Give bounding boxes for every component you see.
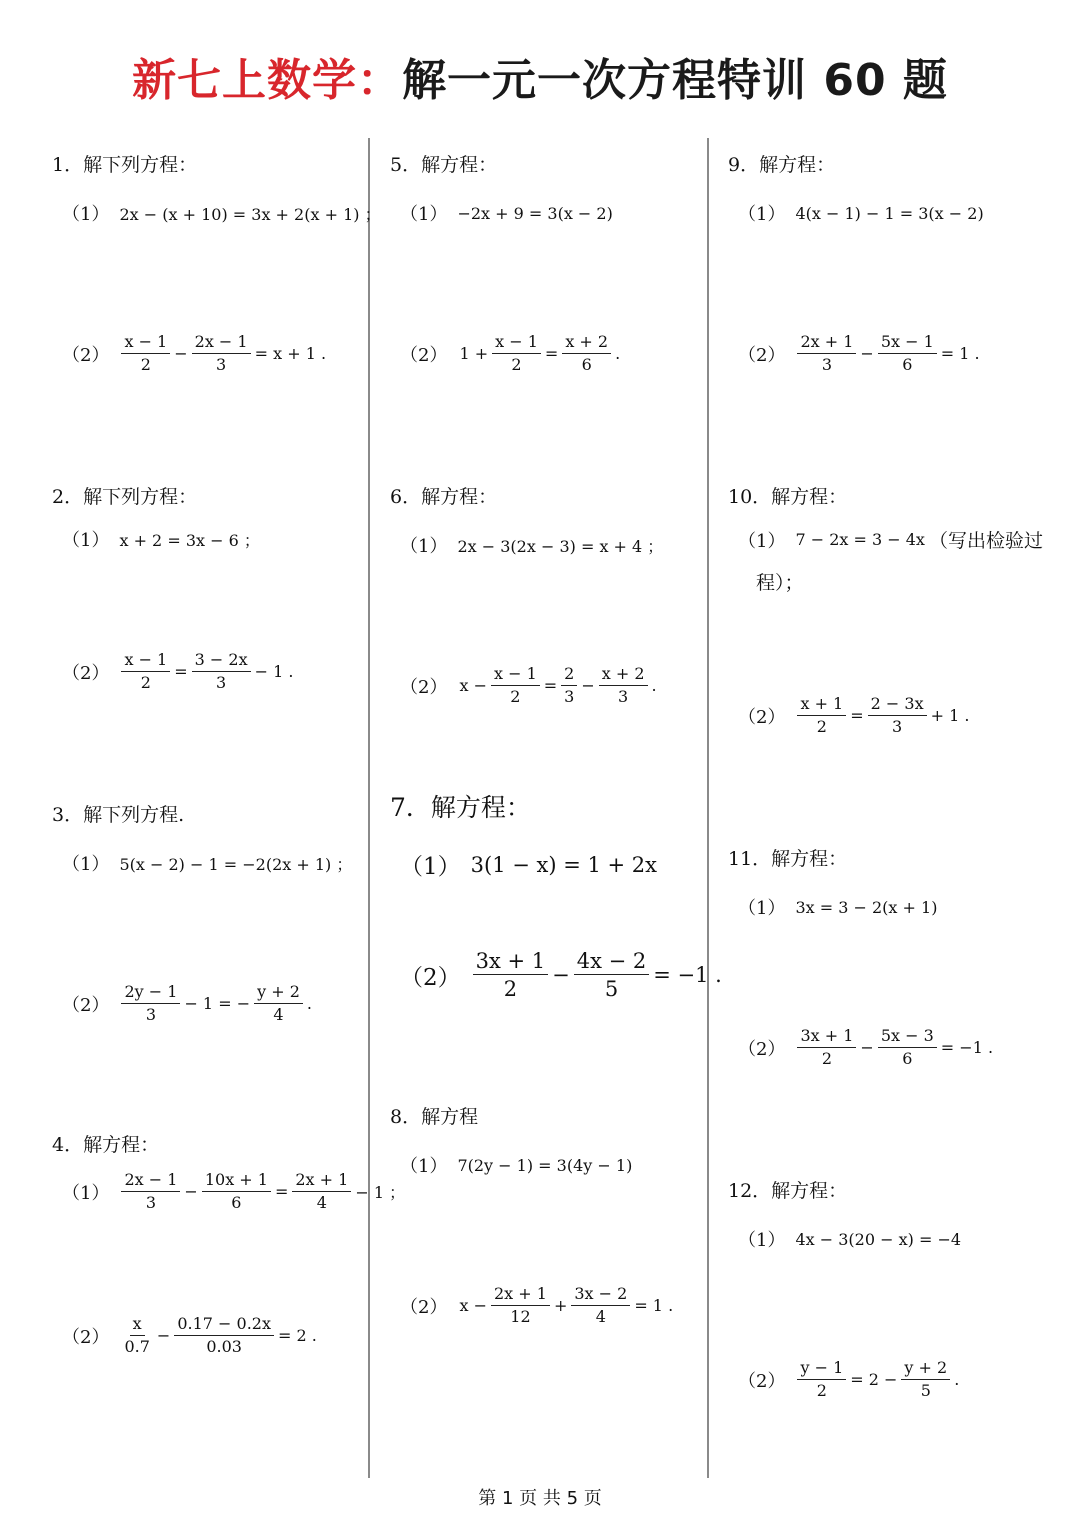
part-number: （2） bbox=[400, 676, 448, 698]
denominator: 4 bbox=[316, 1192, 327, 1212]
question-8-part-1 bbox=[400, 1152, 632, 1178]
part-number: （2） bbox=[738, 1370, 786, 1392]
numerator: x bbox=[130, 1316, 145, 1336]
part-number: （2） bbox=[738, 706, 786, 728]
denominator: 3 bbox=[145, 1004, 157, 1024]
question-1-part-1 bbox=[62, 200, 381, 226]
operator: − bbox=[156, 1326, 171, 1346]
fraction bbox=[254, 984, 303, 1024]
equation-lead: x − bbox=[459, 1296, 487, 1316]
numerator: 2 bbox=[561, 666, 577, 686]
fraction bbox=[292, 1172, 351, 1212]
numerator: x + 1 bbox=[797, 696, 846, 716]
question-5-heading: 5．解方程： bbox=[390, 154, 498, 176]
numerator: 4x − 2 bbox=[574, 950, 650, 975]
equation-lead: 1 + bbox=[459, 344, 489, 364]
question-10-heading: 10．解方程： bbox=[728, 486, 848, 508]
numerator: 2x + 1 bbox=[797, 334, 856, 354]
fraction bbox=[571, 1286, 630, 1326]
equation: 4x − 3(20 − x) = −4 bbox=[795, 1229, 962, 1249]
fraction bbox=[473, 950, 549, 1000]
denominator: 3 bbox=[618, 686, 629, 706]
part-number: （1） bbox=[400, 1156, 448, 1177]
equation-tail: = 1 . bbox=[940, 344, 980, 364]
equation-tail: − 1 . bbox=[254, 662, 294, 682]
fraction bbox=[574, 950, 650, 1000]
part-number: （1） bbox=[738, 204, 786, 225]
fraction bbox=[901, 1360, 950, 1400]
numerator: 2x − 1 bbox=[121, 1172, 180, 1192]
fraction bbox=[491, 1286, 550, 1326]
denominator: 2 bbox=[503, 977, 518, 1002]
question-2-heading: 2．解下列方程： bbox=[52, 486, 198, 508]
operator: = bbox=[274, 1182, 289, 1202]
denominator: 6 bbox=[581, 354, 592, 374]
numerator: 2 − 3x bbox=[868, 696, 927, 716]
part-number: （2） bbox=[62, 662, 110, 684]
numerator: x − 1 bbox=[492, 334, 541, 354]
denominator: 2 bbox=[511, 354, 522, 374]
denominator: 4 bbox=[273, 1004, 284, 1024]
equation-tail: . bbox=[651, 676, 657, 696]
denominator: 3 bbox=[216, 354, 227, 374]
operator: = bbox=[544, 344, 559, 364]
numerator: 2x + 1 bbox=[292, 1172, 351, 1192]
numerator: 10x + 1 bbox=[202, 1172, 271, 1192]
denominator: 5 bbox=[604, 977, 619, 1002]
question-10-part-2 bbox=[738, 696, 971, 736]
part-number: （2） bbox=[400, 964, 461, 991]
question-11-heading: 11．解方程： bbox=[728, 848, 848, 870]
column-divider-right bbox=[707, 138, 709, 1478]
fraction bbox=[797, 334, 856, 374]
fraction bbox=[491, 666, 540, 706]
denominator: 2 bbox=[821, 1048, 833, 1068]
operator: = bbox=[850, 706, 864, 726]
question-6-part-1 bbox=[400, 532, 663, 558]
part-number: （1） bbox=[738, 898, 786, 919]
operator: + bbox=[553, 1296, 568, 1316]
part-number: （1） bbox=[400, 854, 461, 880]
part-number: （1） bbox=[400, 536, 448, 557]
operator: − bbox=[860, 344, 874, 364]
denominator: 4 bbox=[595, 1306, 606, 1326]
question-9-heading: 9．解方程： bbox=[728, 154, 836, 176]
fraction bbox=[868, 696, 927, 736]
fraction bbox=[192, 334, 251, 374]
question-3-part-2 bbox=[62, 984, 314, 1024]
operator: = 2 − bbox=[850, 1370, 898, 1390]
fraction bbox=[561, 666, 577, 706]
numerator: 3x − 2 bbox=[571, 1286, 630, 1306]
fraction bbox=[121, 1172, 180, 1212]
equation: 4(x − 1) − 1 = 3(x − 2) bbox=[795, 203, 984, 223]
fraction bbox=[878, 334, 937, 374]
denominator: 6 bbox=[902, 354, 913, 374]
fraction bbox=[121, 334, 170, 374]
denominator: 2 bbox=[816, 1380, 827, 1400]
question-9-part-2 bbox=[738, 334, 982, 374]
operator: − bbox=[552, 963, 570, 988]
denominator: 2 bbox=[816, 716, 827, 736]
numerator: x − 1 bbox=[121, 334, 170, 354]
question-10-note-continued: 程）； bbox=[756, 572, 804, 594]
fraction bbox=[797, 1360, 846, 1400]
equation: 2x − (x + 10) = 3x + 2(x + 1) ； bbox=[119, 204, 381, 224]
fraction bbox=[121, 984, 180, 1024]
part-number: （1） bbox=[62, 1182, 110, 1204]
numerator: 3 − 2x bbox=[192, 652, 251, 672]
equation-tail: = −1 . bbox=[653, 963, 722, 988]
fraction bbox=[121, 1316, 152, 1356]
question-7-part-1 bbox=[400, 848, 657, 881]
denominator: 3 bbox=[145, 1192, 157, 1212]
question-12-heading: 12．解方程： bbox=[728, 1180, 848, 1202]
equation-tail: . bbox=[954, 1370, 960, 1390]
denominator: 5 bbox=[920, 1380, 931, 1400]
part-number: （1） bbox=[738, 1230, 786, 1251]
denominator: 12 bbox=[510, 1306, 531, 1326]
equation: 3(1 − x) = 1 + 2x bbox=[470, 852, 657, 877]
numerator: x − 1 bbox=[121, 652, 170, 672]
question-4-heading: 4．解方程： bbox=[52, 1134, 160, 1156]
question-7-heading: 7．解方程： bbox=[390, 793, 531, 822]
question-12-part-2 bbox=[738, 1360, 961, 1400]
denominator: 6 bbox=[902, 1048, 913, 1068]
part-number: （2） bbox=[62, 994, 110, 1016]
part-number: （2） bbox=[62, 344, 110, 366]
equation: 3x = 3 − 2(x + 1) bbox=[795, 897, 938, 917]
fraction bbox=[878, 1028, 937, 1068]
note: （写出检验过 bbox=[928, 530, 1043, 552]
question-9-part-1 bbox=[738, 200, 984, 226]
part-number: （1） bbox=[62, 854, 110, 875]
operator: = bbox=[543, 676, 558, 696]
question-6-part-2 bbox=[400, 666, 659, 706]
question-4-part-2 bbox=[62, 1316, 319, 1356]
part-number: （1） bbox=[62, 204, 110, 225]
part-number: （2） bbox=[400, 344, 448, 366]
question-6-heading: 6．解方程： bbox=[390, 486, 498, 508]
denominator: 6 bbox=[231, 1192, 242, 1212]
equation: 7(2y − 1) = 3(4y − 1) bbox=[457, 1155, 633, 1175]
fraction bbox=[797, 1028, 856, 1068]
page-title-prefix: 新七上数学： bbox=[132, 55, 403, 106]
question-1-part-2 bbox=[62, 334, 328, 374]
equation: −2x + 9 = 3(x − 2) bbox=[457, 203, 613, 223]
equation: 2x − 3(2x − 3) = x + 4 ； bbox=[457, 536, 664, 556]
part-number: （2） bbox=[738, 1038, 786, 1060]
operator: − 1 = − bbox=[184, 994, 251, 1014]
denominator: 3 bbox=[821, 354, 833, 374]
fraction bbox=[599, 666, 648, 706]
question-10-part-1 bbox=[738, 526, 1043, 553]
numerator: x + 2 bbox=[562, 334, 611, 354]
equation-lead: x − bbox=[459, 676, 487, 696]
numerator: x − 1 bbox=[491, 666, 540, 686]
fraction bbox=[174, 1316, 274, 1356]
part-number: （2） bbox=[400, 1296, 448, 1318]
part-number: （1） bbox=[738, 530, 786, 552]
numerator: 3x + 1 bbox=[797, 1028, 856, 1048]
part-number: （1） bbox=[62, 530, 110, 551]
fraction bbox=[121, 652, 170, 692]
question-5-part-1 bbox=[400, 200, 613, 226]
denominator: 3 bbox=[892, 716, 903, 736]
equation-tail: = x + 1 . bbox=[254, 344, 327, 364]
operator: − bbox=[860, 1038, 874, 1058]
page-number-footer: 第 1 页 共 5 页 bbox=[478, 1488, 602, 1509]
equation-tail: = −1 . bbox=[940, 1038, 994, 1058]
part-number: （2） bbox=[62, 1326, 110, 1348]
denominator: 3 bbox=[216, 672, 227, 692]
equation-tail: = 1 . bbox=[634, 1296, 674, 1316]
question-8-heading: 8．解方程 bbox=[390, 1106, 479, 1128]
part-number: （2） bbox=[738, 344, 786, 366]
question-8-part-2 bbox=[400, 1286, 675, 1326]
denominator: 0.7 bbox=[124, 1336, 150, 1356]
question-5-part-2 bbox=[400, 334, 622, 374]
question-11-part-1 bbox=[738, 894, 937, 920]
denominator: 2 bbox=[140, 672, 151, 692]
page-title-main: 解一元一次方程特训 60 题 bbox=[402, 55, 948, 106]
question-11-part-2 bbox=[738, 1028, 995, 1068]
part-number: （1） bbox=[400, 204, 448, 225]
fraction bbox=[192, 652, 251, 692]
operator: − bbox=[581, 676, 595, 696]
fraction bbox=[202, 1172, 271, 1212]
equation-tail: − 1 ； bbox=[355, 1183, 406, 1203]
question-4-part-1 bbox=[62, 1172, 407, 1212]
numerator: y − 1 bbox=[797, 1360, 846, 1380]
question-3-part-1 bbox=[62, 850, 352, 876]
fraction bbox=[492, 334, 541, 374]
equation-tail: = 2 . bbox=[277, 1326, 317, 1346]
numerator: 2y − 1 bbox=[121, 984, 180, 1004]
equation-tail: + 1 . bbox=[930, 706, 970, 726]
operator: − bbox=[184, 1182, 198, 1202]
numerator: y + 2 bbox=[901, 1360, 950, 1380]
fraction bbox=[797, 696, 846, 736]
equation-tail: . bbox=[306, 994, 312, 1014]
question-7-part-2 bbox=[400, 950, 724, 1000]
equation-tail: . bbox=[615, 344, 621, 364]
question-1-heading: 1．解下列方程： bbox=[52, 154, 198, 176]
numerator: 3x + 1 bbox=[473, 950, 549, 975]
denominator: 3 bbox=[564, 686, 575, 706]
question-2-part-1 bbox=[62, 526, 260, 552]
page-title bbox=[0, 44, 1080, 108]
denominator: 2 bbox=[140, 354, 151, 374]
fraction bbox=[562, 334, 611, 374]
equation: 7 − 2x = 3 − 4x bbox=[795, 530, 925, 549]
question-2-part-2 bbox=[62, 652, 295, 692]
numerator: x + 2 bbox=[599, 666, 648, 686]
operator: = bbox=[174, 662, 188, 682]
denominator: 0.03 bbox=[206, 1336, 242, 1356]
numerator: 5x − 3 bbox=[878, 1028, 937, 1048]
numerator: 2x − 1 bbox=[192, 334, 251, 354]
denominator: 2 bbox=[510, 686, 521, 706]
question-12-part-1 bbox=[738, 1226, 961, 1252]
equation: 5(x − 2) − 1 = −2(2x + 1) ； bbox=[119, 854, 353, 874]
column-divider-left bbox=[368, 138, 370, 1478]
numerator: 5x − 1 bbox=[878, 334, 937, 354]
numerator: 2x + 1 bbox=[491, 1286, 550, 1306]
operator: − bbox=[174, 344, 188, 364]
equation: x + 2 = 3x − 6 ； bbox=[119, 530, 260, 550]
numerator: y + 2 bbox=[254, 984, 303, 1004]
numerator: 0.17 − 0.2x bbox=[174, 1316, 274, 1336]
question-3-heading: 3．解下列方程. bbox=[52, 804, 185, 826]
